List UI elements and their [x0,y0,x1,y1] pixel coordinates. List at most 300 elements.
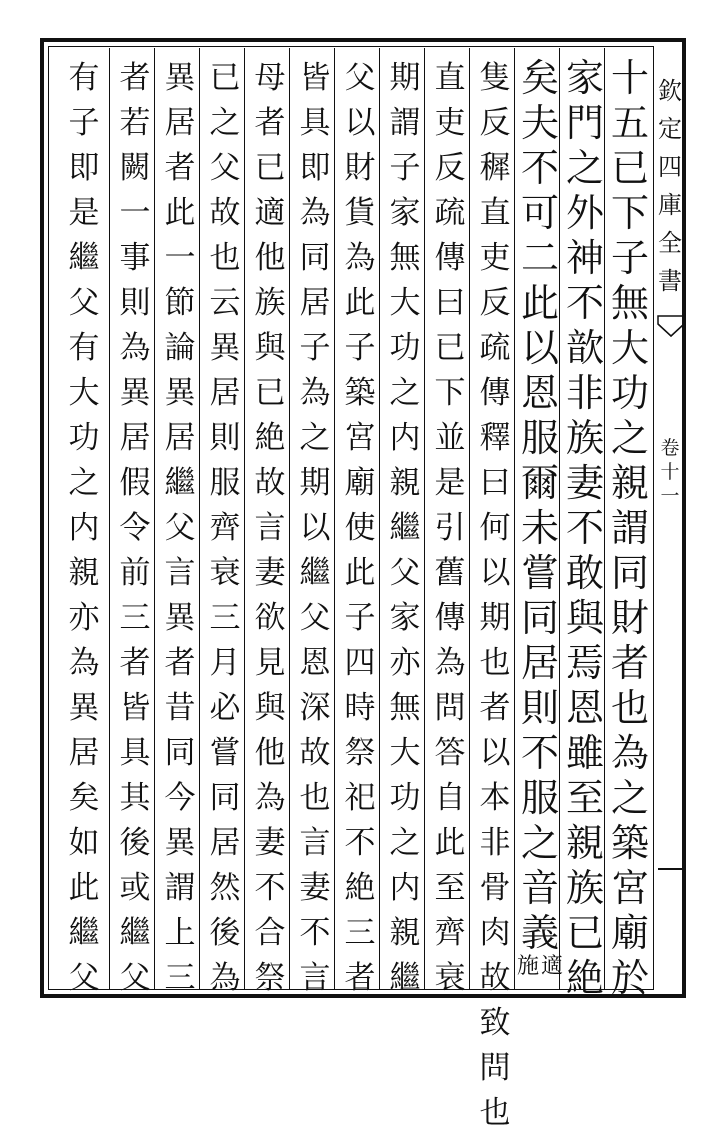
character: 之 [209,105,241,141]
character: 此 [164,195,196,231]
character: 反 [479,285,511,321]
character: 是 [68,195,100,231]
character: 異 [164,600,196,636]
character: 居 [209,375,241,411]
character: 嘗 [520,551,559,595]
character: 居 [209,825,241,861]
character: 即 [68,150,100,186]
character: 或 [119,870,151,906]
character: 之 [610,416,649,460]
character: 以 [479,555,511,591]
character: 具 [119,735,151,771]
character: 為 [299,375,331,411]
note-character: 施 [516,954,539,979]
character: 言 [254,510,286,546]
character: 舊 [434,555,466,591]
character: 與 [254,690,286,726]
character: 上 [164,915,196,951]
volume-label [658,436,682,508]
character: 直 [434,60,466,96]
character: 故 [209,195,241,231]
character: 繼 [68,240,100,276]
character: 皆 [299,60,331,96]
character: 異 [164,825,196,861]
character: 功 [68,420,100,456]
character: 居 [520,641,559,685]
text-column-9 [248,56,292,996]
character: 骨 [479,870,511,906]
character: 直 [479,195,511,231]
character: 假 [119,465,151,501]
character: 以 [299,510,331,546]
character: 致 [479,1005,511,1041]
character: 穉 [479,150,511,186]
character: 言 [164,555,196,591]
character: 者 [119,60,151,96]
character: 故 [299,735,331,771]
text-column-7 [338,56,382,996]
character: 絶 [254,420,286,456]
column-rule [109,48,110,990]
character: 異 [164,60,196,96]
character: 此 [344,555,376,591]
character: 不 [565,281,604,325]
character: 有 [68,60,100,96]
character: 服 [209,465,241,501]
character: 答 [434,735,466,771]
character: 居 [68,735,100,771]
character: 然 [209,870,241,906]
character: 功 [610,371,649,415]
character: 亦 [68,600,100,636]
character: 其 [119,780,151,816]
character: 為 [610,731,649,775]
character: 問 [434,690,466,726]
character: 以 [479,735,511,771]
character: 與 [254,330,286,366]
character: 内 [68,510,100,546]
character: 傳 [434,240,466,276]
character: 父 [68,960,100,996]
character: 則 [209,420,241,456]
character: 吏 [479,240,511,276]
character: 此 [434,825,466,861]
character: 功 [389,780,421,816]
character: 即 [299,150,331,186]
character: 父 [209,150,241,186]
character: 如 [68,825,100,861]
character: 本 [479,780,511,816]
character: 月 [209,645,241,681]
character: 也 [479,645,511,681]
character: 同 [164,735,196,771]
character: 已 [254,150,286,186]
character: 嘗 [209,735,241,771]
character: 後 [209,915,241,951]
character: 下 [434,375,466,411]
character: 期 [389,60,421,96]
character: 者 [254,105,286,141]
character: 居 [164,420,196,456]
character: 云 [209,285,241,321]
character: 齊 [209,510,241,546]
character: 也 [299,780,331,816]
character: 闕 [119,150,151,186]
character: 節 [164,285,196,321]
note-character: 適 [541,954,564,979]
character: 非 [479,825,511,861]
character: 具 [299,105,331,141]
character: 祭 [254,960,286,996]
character: 三 [119,600,151,636]
character: 子 [344,330,376,366]
character: 者 [164,150,196,186]
character: 子 [68,105,100,141]
character: 同 [610,551,649,595]
character: 釋 [479,420,511,456]
character: 此 [344,285,376,321]
character: 居 [119,420,151,456]
character: 不 [299,915,331,951]
character: 有 [68,330,100,366]
character: 音 [520,866,559,910]
character: 曰 [479,465,511,501]
character: 之 [299,420,331,456]
character: 服 [520,776,559,820]
character: 已 [209,60,241,96]
character: 宮 [344,420,376,456]
character: 若 [119,105,151,141]
character: 異 [119,375,151,411]
character: 吏 [434,105,466,141]
character: 一 [119,195,151,231]
character: 適 [254,195,286,231]
margin-bottom-rule [658,868,684,870]
character: 於 [610,956,649,1000]
character: 父 [299,600,331,636]
character: 論 [164,330,196,366]
character: 十 [660,461,680,483]
character: 宮 [610,866,649,910]
character: 為 [434,645,466,681]
character: 以 [344,105,376,141]
character: 父 [68,285,100,321]
character: 也 [610,686,649,730]
character: 非 [565,371,604,415]
text-column-12 [113,56,157,996]
character: 服 [520,416,559,460]
character: 此 [520,281,559,325]
character: 者 [479,690,511,726]
character: 大 [389,735,421,771]
character: 至 [434,870,466,906]
character: 無 [389,240,421,276]
character: 反 [434,150,466,186]
character: 已 [610,146,649,190]
character: 矣 [68,780,100,816]
character: 恩 [299,645,331,681]
text-column-10 [203,56,247,996]
character: 隻 [479,60,511,96]
character: 父 [164,510,196,546]
character: 問 [479,1050,511,1086]
character: 故 [254,465,286,501]
character: 之 [565,146,604,190]
character: 今 [164,780,196,816]
character: 繼 [389,510,421,546]
character: 子 [610,236,649,280]
character: 財 [344,150,376,186]
character: 之 [389,375,421,411]
character: 外 [565,191,604,235]
text-column-3 [516,56,564,979]
character: 敢 [565,551,604,595]
character: 無 [389,690,421,726]
fishtail-mark-icon [658,316,684,338]
character: 後 [119,825,151,861]
character: 之 [389,825,421,861]
character: 十 [610,56,649,100]
character: 已 [565,911,604,955]
character: 内 [389,420,421,456]
character: 功 [389,330,421,366]
character: 門 [565,101,604,145]
character: 者 [119,645,151,681]
character: 繼 [164,465,196,501]
text-column-1 [608,56,652,1000]
character: 同 [299,240,331,276]
character: 言 [299,960,331,996]
character: 親 [68,555,100,591]
character: 言 [299,825,331,861]
character: 一 [164,240,196,276]
character: 家 [565,56,604,100]
character: 妻 [254,825,286,861]
text-column-4 [473,56,517,1131]
character: 親 [389,915,421,951]
character: 貨 [344,195,376,231]
character: 下 [610,191,649,235]
character: 絶 [565,956,604,1000]
character: 一 [660,485,680,507]
character: 與 [565,596,604,640]
character: 雖 [565,731,604,775]
character: 者 [344,960,376,996]
character: 未 [520,506,559,550]
character: 齊 [434,915,466,951]
character: 者 [164,645,196,681]
character: 曰 [434,285,466,321]
character: 不 [520,146,559,190]
page-margin-header [654,46,686,990]
character: 焉 [565,641,604,685]
character: 期 [299,465,331,501]
character: 五 [610,101,649,145]
character: 欲 [254,600,286,636]
character: 何 [479,510,511,546]
character: 不 [344,825,376,861]
character: 居 [164,105,196,141]
character: 也 [479,1095,511,1131]
character: 反 [479,105,511,141]
character: 繼 [119,915,151,951]
character: 謂 [610,506,649,550]
character: 謂 [389,105,421,141]
character: 絶 [344,870,376,906]
character: 大 [389,285,421,321]
character: 已 [254,375,286,411]
character: 則 [520,686,559,730]
character: 築 [344,375,376,411]
character: 繼 [389,960,421,996]
character: 同 [520,596,559,640]
character: 二 [520,236,559,280]
character: 使 [344,510,376,546]
character: 子 [299,330,331,366]
text-column-11 [158,56,202,996]
character: 之 [520,821,559,865]
book-title [656,72,684,300]
character: 父 [344,60,376,96]
character: 四 [658,153,682,181]
character: 親 [389,465,421,501]
character: 全 [658,229,682,257]
character: 妻 [299,870,331,906]
character: 繼 [68,915,100,951]
character: 已 [434,330,466,366]
character: 祭 [344,735,376,771]
character: 謂 [164,870,196,906]
character: 此 [68,870,100,906]
character: 異 [209,330,241,366]
character: 歆 [565,326,604,370]
character: 庫 [658,191,682,219]
character: 子 [389,150,421,186]
character: 為 [344,240,376,276]
character: 不 [565,506,604,550]
text-column-5 [428,56,472,996]
character: 時 [344,690,376,726]
character: 必 [209,690,241,726]
character: 可 [520,191,559,235]
character: 親 [610,461,649,505]
character: 傳 [479,375,511,411]
character: 以 [520,326,559,370]
character: 不 [520,731,559,775]
character: 為 [299,195,331,231]
character: 神 [565,236,604,280]
character: 爾 [520,461,559,505]
character: 異 [68,690,100,726]
character: 族 [254,285,286,321]
character: 也 [209,240,241,276]
character: 居 [299,285,331,321]
character: 築 [610,821,649,865]
character: 前 [119,555,151,591]
character: 則 [119,285,151,321]
character: 父 [119,960,151,996]
character: 欽 [658,77,682,105]
character: 三 [164,960,196,996]
text-column-8 [293,56,337,996]
character: 恩 [520,371,559,415]
character: 深 [299,690,331,726]
character: 財 [610,596,649,640]
character: 事 [119,240,151,276]
character: 衰 [209,555,241,591]
character: 為 [209,960,241,996]
character: 肉 [479,915,511,951]
character: 定 [658,115,682,143]
character: 大 [610,326,649,370]
character: 家 [389,195,421,231]
character: 恩 [565,686,604,730]
character: 期 [479,600,511,636]
character: 矣 [520,56,559,100]
character: 書 [658,267,682,295]
character: 令 [119,510,151,546]
character: 妻 [254,555,286,591]
character: 故 [479,960,511,996]
character: 自 [434,780,466,816]
character: 夫 [520,101,559,145]
character: 三 [209,600,241,636]
character: 之 [610,776,649,820]
character: 廟 [344,465,376,501]
text-column-6 [383,56,427,996]
character: 族 [565,866,604,910]
character: 並 [434,420,466,456]
character: 父 [389,555,421,591]
character: 亦 [389,645,421,681]
character: 親 [565,821,604,865]
character: 義 [520,911,559,955]
character: 傳 [434,600,466,636]
character: 是 [434,465,466,501]
character: 同 [209,780,241,816]
character: 大 [68,375,100,411]
character: 卷 [660,437,680,459]
character: 異 [164,375,196,411]
character: 祀 [344,780,376,816]
character: 妻 [565,461,604,505]
character: 内 [389,870,421,906]
character: 他 [254,240,286,276]
character: 四 [344,645,376,681]
character: 家 [389,600,421,636]
character: 衰 [434,960,466,996]
character: 為 [68,645,100,681]
character: 皆 [119,690,151,726]
character: 疏 [479,330,511,366]
character: 繼 [299,555,331,591]
interlinear-note [517,956,563,978]
character: 引 [434,510,466,546]
character: 為 [119,330,151,366]
character: 他 [254,735,286,771]
character: 無 [610,281,649,325]
character: 為 [254,780,286,816]
character: 者 [610,641,649,685]
character: 昔 [164,690,196,726]
character: 母 [254,60,286,96]
character: 三 [344,915,376,951]
character: 不 [254,870,286,906]
character: 至 [565,776,604,820]
character: 廟 [610,911,649,955]
character: 合 [254,915,286,951]
character: 族 [565,416,604,460]
